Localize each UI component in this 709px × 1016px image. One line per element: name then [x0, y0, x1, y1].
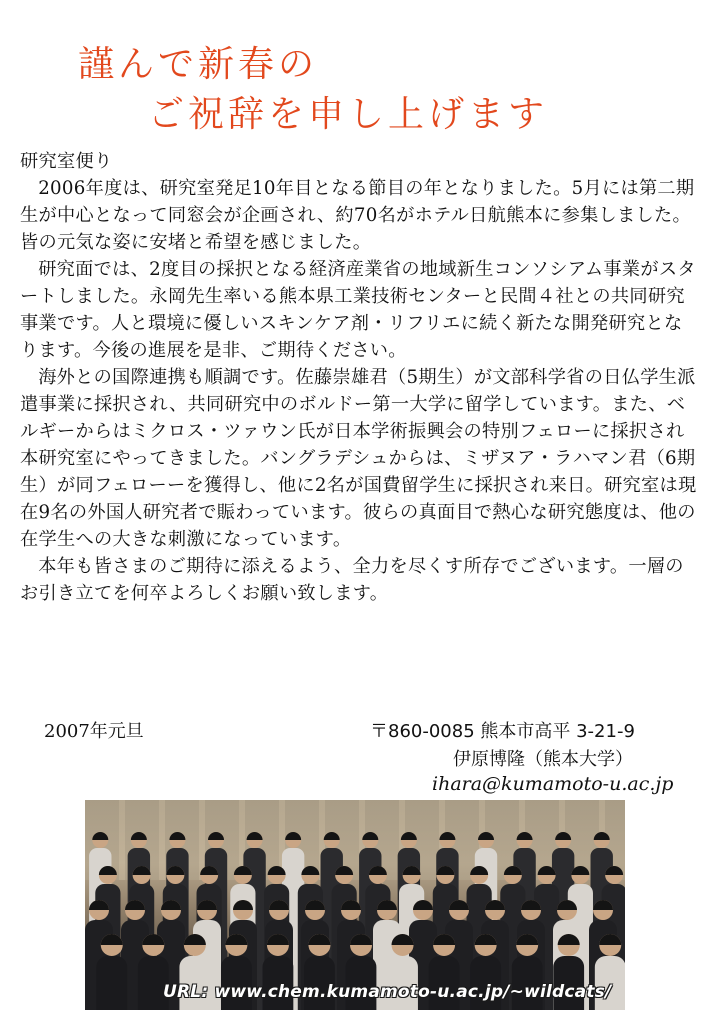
group-photo	[85, 800, 625, 1010]
letter-heading: 研究室便り	[20, 151, 113, 172]
letter-body	[20, 148, 700, 607]
person-hair	[169, 832, 185, 840]
letter-paragraph: 研究面では、2度目の採択となる経済産業省の地域新生コンソシアム事業がスタートしました。永岡先生率いる熊本県工業技術センターと民間４社との共同研究事業です。人と環境に優しいスキンケア剤・リフリエに続く新たな開発研究となります。今後の進展を是非、ご期待ください。	[20, 259, 696, 361]
person-hair	[478, 832, 494, 840]
person-hair	[208, 832, 224, 840]
person-hair	[131, 832, 147, 840]
group-photo-people	[85, 800, 625, 1010]
person-hair	[324, 832, 340, 840]
signature-block	[0, 713, 709, 803]
greeting-line-2: ご祝辞を申し上げます	[148, 94, 549, 135]
person-body	[96, 956, 127, 1010]
person-hair	[439, 832, 455, 840]
person-hair	[285, 832, 301, 840]
greeting-line-1: 謹んで新春の	[78, 44, 319, 85]
person-hair	[362, 832, 378, 840]
person-hair	[401, 832, 417, 840]
author-email[interactable]: ihara@kumamoto-u.ac.jp	[432, 773, 674, 795]
person-hair	[247, 832, 263, 840]
letter-date: 2007年元旦	[44, 721, 144, 742]
letter-paragraph: 2006年度は、研究室発足10年目となる節目の年となりました。5月には第二期生が中心となって同窓会が企画され、約70名がホテル日航熊本に参集しました。皆の元気な姿に安堵と希望を感じました。	[20, 178, 695, 253]
letter-paragraph: 海外との国際連携も順調です。佐藤崇雄君（5期生）が文部科学省の日仏学生派遣事業に採択され、共同研究中のボルドー第一大学に留学しています。また、ベルギーからはミクロス・ツァウン氏が日本学術振興会の特別フェローに採択され本研究室にやってきました。バングラデシュからは、ミザヌア・ラハマン君（6期生）が同フェローーを獲得し、他に2名が国費留学生に採択され来日。研究室は現在9名の外国人研究者で賑わっています。彼らの真面目で熱心な研究態度は、他の在学生への大きな刺激になっています。	[20, 367, 697, 550]
website-url-caption[interactable]: URL: www.chem.kumamoto-u.ac.jp/~wildcats/	[163, 982, 612, 1002]
person-hair	[555, 832, 571, 840]
author-name: 伊原博隆（熊本大学）	[453, 749, 633, 770]
person-hair	[594, 832, 610, 840]
new-year-greeting	[0, 0, 709, 140]
postal-address: 〒860-0085 熊本市高平 3-21-9	[370, 721, 635, 742]
person-hair	[517, 832, 533, 840]
letter-paragraph: 本年も皆さまのご期待に添えるよう、全力を尽くす所存でございます。一層のお引き立てを何卒よろしくお願い致します。	[20, 556, 684, 604]
person-hair	[92, 832, 108, 840]
